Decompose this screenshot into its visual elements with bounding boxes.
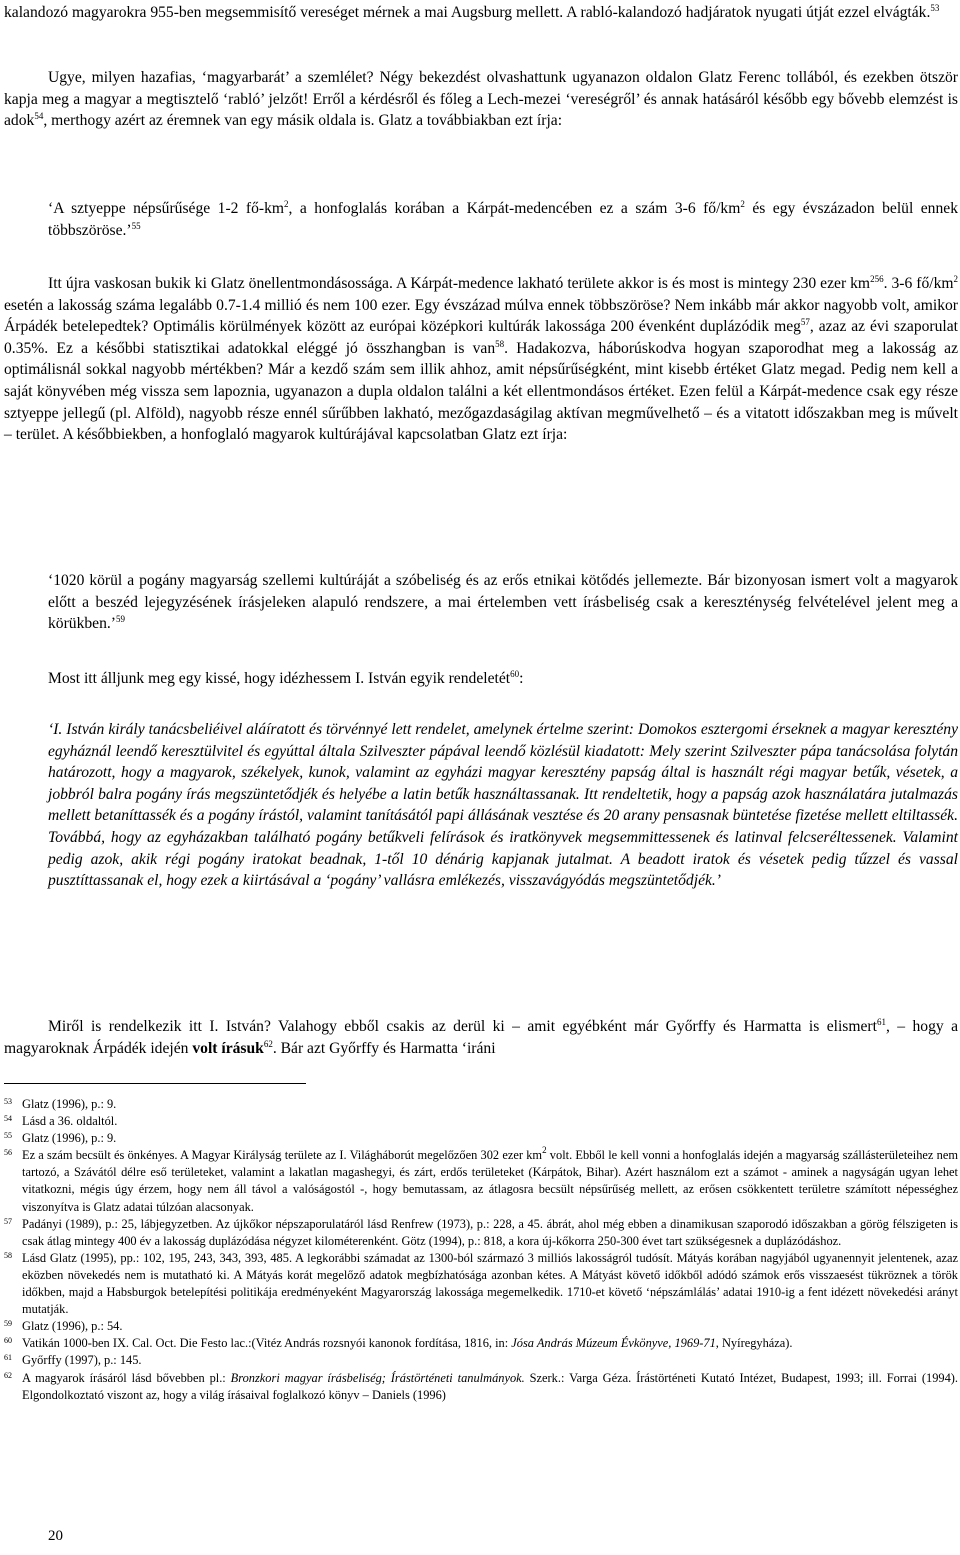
footnote-number: 55: [4, 1131, 12, 1141]
footnote-54: [4, 1113, 958, 1130]
paragraph-3: [4, 273, 958, 446]
footnote-separator: [4, 1083, 306, 1084]
footnote-ref[interactable]: 53: [930, 3, 940, 13]
paragraph-text: . Hadakozva, háborúskodva hogyan szaporodhat meg a lakosság az optimálisnál sokkal nagyobb mértékben? Már a kezdő szám sem illik ahhoz, amit népsűrűségként, mint kisebb értéket Glatz megad. Pedig nem kell a saját könyvében még vissza sem lapoznia, ugyanazon a dupla oldalon találni a két ellentmondásos értéket. Ezen felül a Kárpát-medence csak egy része sztyeppe jellegű (pl. Alföld), nagyobb része ennél sűrűbben lakható, mezőgazdaságilag aktívan megművelhető – és a vitatott időszakban meg is művelt – terület. A későbbiekben, a honfoglaló magyarok kultúrájával kapcsolatban Glatz ezt írja:: [4, 339, 958, 444]
footnote-ref[interactable]: 62: [263, 1038, 273, 1049]
footnote-text: Glatz (1996), p.: 54.: [22, 1319, 123, 1334]
paragraph-text: Ugye, milyen hazafias, ‘magyarbarát’ a szemlélet? Négy bekezdést olvashattunk ugyanazon oldalon Glatz Ferenc tollából, és ezekben ötször kapja meg a magyar a megtisztelő ‘rabló’ jelzőt! Erről a kérdésről és főleg a Lech-mezei ‘vereségről’ és annak hatásáról később egy bővebb elemzést is adok: [4, 69, 958, 130]
footnote-number: 59: [4, 1319, 12, 1329]
footnote-61: [4, 1352, 958, 1369]
footnotes: [4, 1096, 958, 1404]
footnote-57: [4, 1216, 958, 1250]
quote-3: [48, 719, 958, 892]
paragraph-5: [4, 1016, 958, 1059]
paragraph-text: Itt újra vaskosan bukik ki Glatz önellentmondásossága. A Kárpát-medence lakható területe akkor is és most is mintegy 230 ezer km: [48, 275, 871, 292]
footnote-number: 61: [4, 1353, 12, 1363]
footnote-italic-title: Jósa András Múzeum Évkönyve, 1969-71: [511, 1336, 716, 1351]
footnote-ref[interactable]: 59: [116, 614, 125, 625]
paragraph-text: . Bár azt Győrffy és Harmatta ‘iráni: [272, 1039, 496, 1057]
quote-text: ‘A sztyeppe népsűrűsége 1-2 fő-km: [48, 200, 285, 217]
superscript: 2: [740, 199, 745, 209]
footnote-number: 53: [4, 1097, 12, 1106]
footnote-text: A magyarok írásáról lásd bővebben pl.:: [22, 1370, 231, 1385]
footnote-text: , Nyíregyháza).: [715, 1336, 793, 1351]
footnote-text: Lásd Glatz (1995), pp.: 102, 195, 243, 343, 393, 485. A legkorábbi számadat az 1300-ból származó 3 milliós lakosságról tudósít. Mátyás korában nagyjából ugyanennyit jelentenek, azaz eközben növekedés nem is mutatható ki. A Mátyás korát megelőző adatok megbízhatósága azonban kétes. A Mátyást követő időkből adódó számok erős visszaesést tükröznek a török időkben, majd a Habsburgok betelepítési politikája eredményeként Magyarország lakossága megemelkedik. 1710-et követő ‘népszámlálás’ adatai 1910-ig a fent idézett növekedési arányt mutatják.: [22, 1250, 958, 1317]
emphasis-text: volt írásuk: [192, 1039, 264, 1057]
quote-2: [48, 570, 958, 635]
footnote-ref[interactable]: 55: [131, 220, 141, 231]
footnote-ref[interactable]: 57: [800, 317, 810, 328]
paragraph-text: kalandozó magyarokra 955-ben megsemmisítő vereséget mérnek a mai Augsburg mellett. A rabló-kalandozó hadjáratok nyugati útját ezzel elvágták.: [4, 4, 931, 21]
paragraph-1: [4, 2, 958, 24]
superscript: 2: [542, 1145, 547, 1156]
footnote-59: [4, 1318, 958, 1335]
paragraph-text: , – hogy a magyaroknak Árpádék idején: [4, 1018, 958, 1057]
footnote-60: [4, 1335, 958, 1352]
footnote-number: 56: [4, 1148, 12, 1158]
footnote-53: [4, 1096, 958, 1113]
footnote-text: Glatz (1996), p.: 9.: [22, 1131, 117, 1146]
quote-text: , a honfoglalás korában a Kárpát-medencében ez a szám 3-6 fő/km: [288, 200, 741, 217]
footnote-text: Győrffy (1997), p.: 145.: [22, 1353, 142, 1368]
quote-1: [48, 198, 958, 241]
footnote-number: 60: [4, 1336, 12, 1346]
footnote-56: [4, 1147, 958, 1215]
paragraph-text: Most itt álljunk meg egy kissé, hogy idézhessem I. István egyik rendeletét: [48, 670, 511, 687]
quote-text: ‘1020 körül a pogány magyarság szellemi kultúráját a szóbeliség és az erős etnikai kötődés jellemezte. Bár bizonyosan ismert volt a magyarok előtt a beszéd lejegyzésének írásjeleken alapuló rendszere, a mai értelemben vett írásbeliség csak a kereszténység felvételével jelent meg a körükben.’: [48, 572, 958, 633]
paragraph-text: , merthogy azért az éremnek van egy másik oldala is. Glatz a továbbiakban ezt írja:: [43, 112, 563, 130]
paragraph-4: [4, 668, 958, 690]
paragraph-text: , azaz az évi szaporulat 0.35%. Ez a későbbi statisztikai adatokkal eléggé jó összhangban is van: [4, 318, 958, 357]
footnote-text: Vatikán 1000-ben IX. Cal. Oct. Die Festo lac.:(Vitéz András rozsnyói kanonok fordítása, 1816, in:: [22, 1336, 512, 1351]
quote-text: és egy évszázadon belül ennek többszöröse.’: [48, 200, 958, 239]
footnote-number: 57: [4, 1216, 12, 1226]
footnote-number: 54: [4, 1114, 12, 1124]
footnote-text: volt. Ebből le kell vonni a honfoglalás idején a magyarság szállásterületeihez nem tartozó, a Szávától délre eső területeket, valamint a lakatlan magashegyi, és zárt, erdős területeket (Kárpátok, Bihar). Azért használom ezt a számot - aminek a nagyságán ugyan lehet vitatkozni, mégis úgy érzem, hogy nem áll távol a valóságostól -, hogy bemutassam, az átlagosra becsült népsűrűség mellett, az erősen csökkentett területre számított népességhez viszonyítva is Glatz adatai túlzóan alacsonyak.: [22, 1148, 958, 1214]
footnote-text: Lásd a 36. oldaltól.: [22, 1114, 118, 1129]
paragraph-text: Miről is rendelkezik itt I. István? Valahogy ebből csakis az derül ki – amit egyébként már Győrffy és Harmatta is elismert: [48, 1018, 877, 1035]
footnote-ref[interactable]: 54: [34, 111, 44, 122]
footnote-number: 58: [4, 1250, 12, 1260]
footnote-58: [4, 1250, 958, 1318]
paragraph-text: :: [519, 670, 524, 687]
superscript: 2: [870, 274, 875, 284]
paragraph-text: esetén a lakosság száma legalább 0.7-1.4 millió és nem 100 ezer. Egy évszázad múlva ennek többszöröse? Nem inkább már akkor nagyobb volt, amikor Árpádék betelepedtek? Optimális körülmények között az európai középkori kultúrák lakossága 200 évenként duplázódik meg: [4, 296, 958, 336]
footnote-text: Szerk.: Varga Géza. Írástörténeti Kutató Intézet, Budapest, 1993; ill. Forrai (1994). Elgondolkoztató viszont az, hogy a világ írásaival foglalkozó könyv – Daniels (1996): [22, 1370, 958, 1402]
footnote-text: Padányi (1989), p.: 25, lábjegyzetben. Az újkőkor népszaporulatáról lásd Renfrew (1973), p.: 228, a 45. ábrát, ahol még ebben a dinamikusan szaporodó időszakban a görög félszigeten is csak átlag mintegy 400 év a lakosság duplázódása négyzet kilométerenként. Götz (1994), p.: 818, a kora új-kőkorra 250-300 évet tart szükségesnek a duplázódáshoz.: [22, 1216, 958, 1248]
page-number: 20: [48, 1528, 63, 1544]
footnote-ref[interactable]: 56: [874, 274, 884, 284]
superscript: 2: [284, 199, 289, 209]
footnote-text: Glatz (1996), p.: 9.: [22, 1097, 117, 1111]
footnote-number: 62: [4, 1370, 12, 1380]
footnote-ref[interactable]: 58: [495, 338, 505, 349]
footnote-ref[interactable]: 61: [876, 1017, 886, 1027]
footnote-text: Ez a szám becsült és önkényes. A Magyar Királyság területe az I. Világháborút megelőzően 302 ezer km: [22, 1148, 543, 1163]
footnote-italic-title: Bronzkori magyar írásbeliség; Írástörténeti tanulmányok.: [230, 1370, 525, 1385]
footnote-55: [4, 1130, 958, 1147]
paragraph-text: . 3-6 fő/km: [883, 275, 954, 292]
footnote-62: [4, 1370, 958, 1404]
superscript: 2: [953, 274, 959, 284]
paragraph-2: [4, 67, 958, 132]
quote-text: ‘I. István király tanácsbeliéivel aláíratott és törvénnyé lett rendelet, amelynek értelme szerint: Domokos esztergomi érseknek a magyar keresztény egyháznál leendő keresztülvitel és egyúttal általa Szilveszter pápával leendő közlésül kiadatott: Mely szerint Szilveszter pápa tanácsolása folytán határozott, hogy a magyarok, székelyek, kunok, valamint az egyházi magyar keresztény papság által is használt régi magyar betűk, vésetek, a jobbról balra pogány írás megszüntetődjék és helyébe a latin betűk használtassanak. Itt rendeltetik, hogy a papság azok használatára jutalmazás mellett betaníttassék és a pogány írástól, valamint tanításától papi állásának vesztése és 20 arany pensasnak büntetése fizetése mellett eltiltassék. Továbbá, hogy az egyházakban található pogány betűkveli felírások és iratkönyvek megsemmittessenek és latinval felcseréltessenek. Valamint pedig azok, akik régi pogány iratokat beadnak, 1-től 10 dénárig kapjanak jutalmat. A beadott iratok és vésetek pedig tűzzel és vassal pusztíttassanak el, hogy ezek a kiirtásával a ‘pogány’ vallásra emlékezés, visszavágyódás megszüntetődjék.’: [48, 721, 958, 890]
footnote-ref[interactable]: 60: [510, 669, 520, 679]
